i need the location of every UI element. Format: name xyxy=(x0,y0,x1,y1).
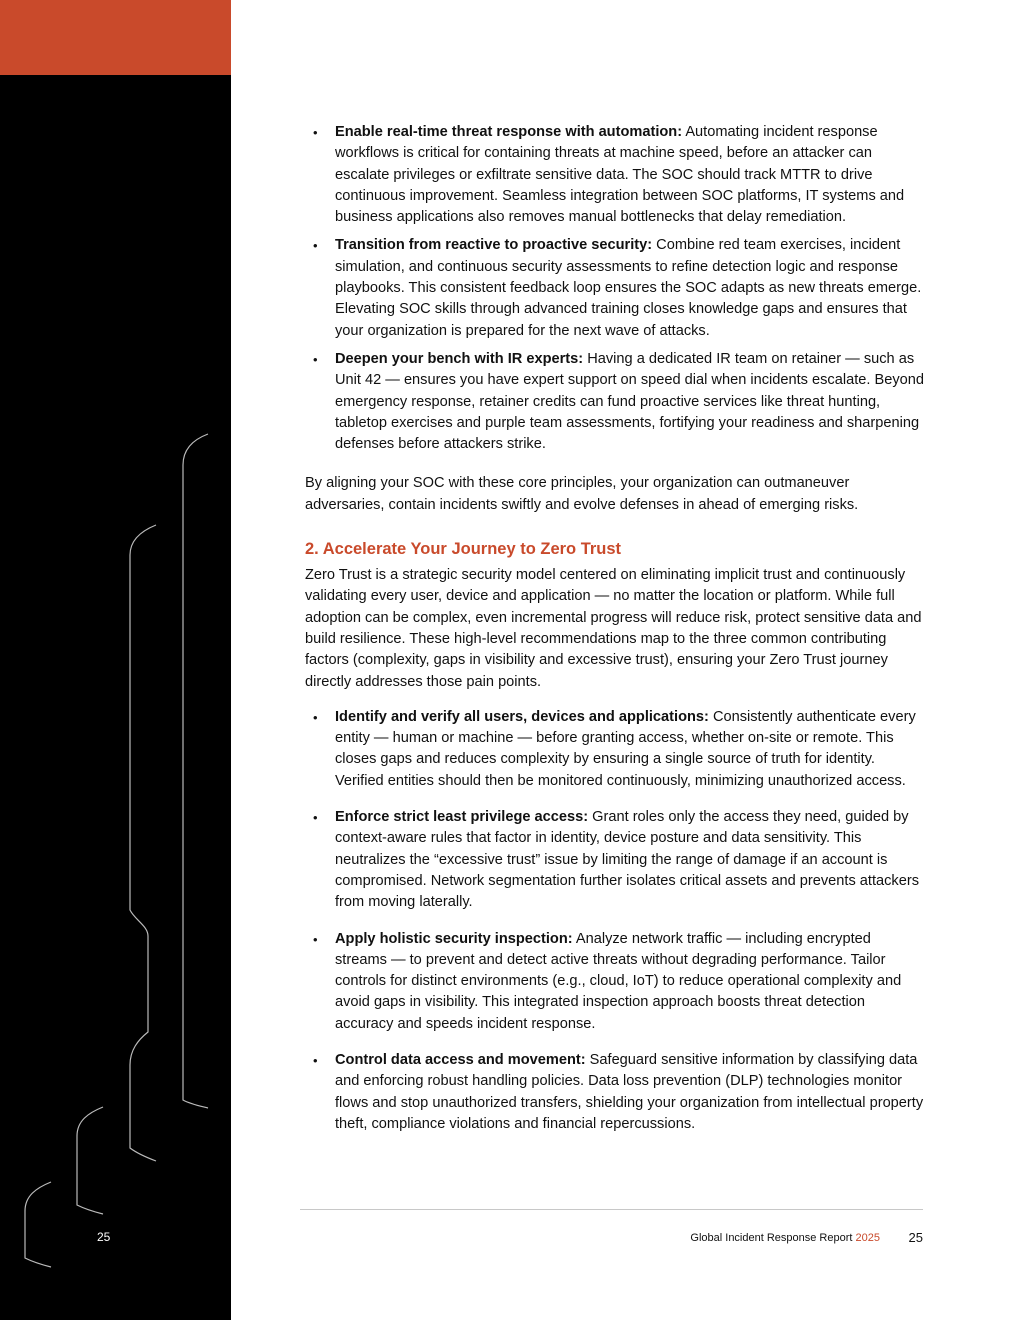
bullet-text: Safeguard sensitive information by classifying data and enforcing robust handling policies. Data loss prevention (DLP) technologies monitor flows and stop unauthorized transfers, shielding your organization from intellectual property theft, compliance violations and financial repercussions. xyxy=(335,1051,924,1132)
footer-divider xyxy=(300,1209,923,1210)
bullet-term: Identify and verify all users, devices and applications: xyxy=(335,708,709,725)
list-item xyxy=(305,929,925,1035)
list-item xyxy=(305,122,925,228)
body-paragraph: Zero Trust is a strategic security model centered on eliminating implicit trust and continuously validating every user, device and application — no matter the location or platform. While full adoption can be complex, even incremental progress will reduce risk, protect sensitive data and build resilience. These high-level recommendations map to the three common contributing factors (complexity, gaps in visibility and excessive trust), ensuring your Zero Trust journey directly addresses those pain points. xyxy=(305,567,922,690)
report-year: 2025 xyxy=(855,1232,880,1244)
bullet-term: Deepen your bench with IR experts: xyxy=(335,350,584,367)
side-page-number: 25 xyxy=(97,1230,111,1244)
list-item xyxy=(305,707,925,792)
bullet-term: Transition from reactive to proactive security: xyxy=(335,237,653,254)
bullet-text: Combine red team exercises, incident simulation, and continuous security assessments to refine detection logic and response playbooks. This consistent feedback loop ensures the SOC adapts as new threats emerge. Elevating SOC skills through advanced training closes knowledge gaps and ensures that your organization is prepared for the next wave of attacks. xyxy=(335,237,922,339)
decorative-line xyxy=(130,525,156,1161)
bullet-term: Enable real-time threat response with automation: xyxy=(335,124,683,140)
decorative-line xyxy=(25,1182,51,1267)
main-content xyxy=(305,122,925,1150)
bullet-term: Apply holistic security inspection: xyxy=(335,930,573,947)
footer-report-title xyxy=(690,1232,880,1244)
soc-bullet-list xyxy=(305,122,925,455)
decorative-line xyxy=(77,1107,103,1214)
list-item xyxy=(305,235,925,341)
sidebar-panel xyxy=(0,0,231,1320)
bullet-text: Consistently authenticate every entity — human or machine — before granting access, whether on-site or remote. This closes gaps and reduces complexity by ensuring a single source of truth for identity. Verified entities should then be monitored continuously, minimizing unauthorized access. xyxy=(335,708,916,789)
bullet-text: Analyze network traffic — including encrypted streams — to prevent and detect active threats without degrading performance. Tailor controls for distinct environments (e.g., cloud, IoT) to reduce operational complexity and avoid gaps in visibility. This integrated inspection approach boosts threat detection accuracy and speeds incident response. xyxy=(335,930,902,1032)
body-paragraph: By aligning your SOC with these core principles, your organization can outmaneuver adversaries, contain incidents swiftly and evolve defenses in ahead of emerging risks. xyxy=(305,475,859,513)
list-item xyxy=(305,349,925,455)
bullet-text: Grant roles only the access they need, guided by context-aware rules that factor in identity, device posture and data sensitivity. This neutralizes the “excessive trust” issue by limiting the range of damage if an account is compromised. Network segmentation further isolates critical assets and prevents attackers from moving laterally. xyxy=(335,809,919,911)
footer-page-number: 25 xyxy=(908,1230,923,1245)
bullet-term: Control data access and movement: xyxy=(335,1051,586,1068)
list-item xyxy=(305,807,925,913)
bullet-term: Enforce strict least privilege access: xyxy=(335,809,589,826)
bullet-text: Automating incident response workflows is critical for containing threats at machine speed, before an attacker can escalate privileges or exfiltrate sensitive data. The SOC should track MTTR to drive continuous improvement. Seamless integration between SOC platforms, IT systems and business applications also removes manual bottlenecks that delay remediation. xyxy=(335,124,905,226)
decorative-line-art xyxy=(0,0,231,1320)
report-title-text: Global Incident Response Report xyxy=(690,1232,856,1244)
zero-trust-bullet-list xyxy=(305,707,925,1135)
bullet-text: Having a dedicated IR team on retainer — such as Unit 42 — ensures you have expert support on speed dial when incidents escalate. Beyond emergency response, retainer credits can fund proactive services like threat hunting, tabletop exercises and purple team assessments, fortifying your readiness and sharpening defenses before attackers strike. xyxy=(335,350,924,453)
section-heading: 2. Accelerate Your Journey to Zero Trust xyxy=(305,540,622,559)
decorative-line xyxy=(183,434,208,1108)
list-item xyxy=(305,1050,925,1135)
